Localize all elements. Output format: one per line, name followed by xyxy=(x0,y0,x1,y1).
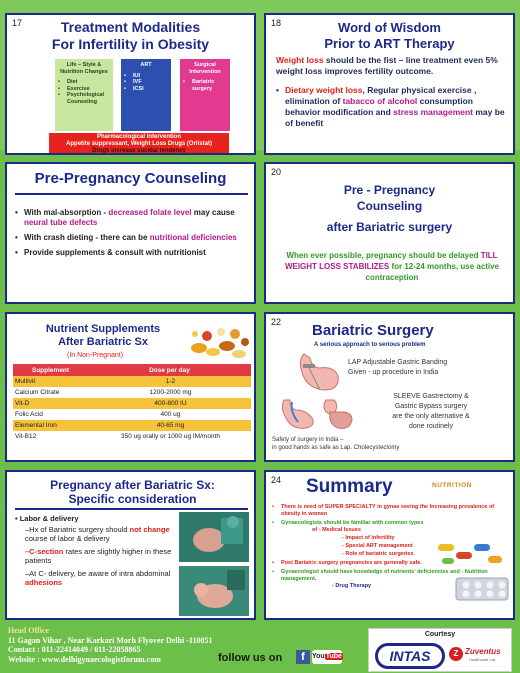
pills-image xyxy=(187,318,253,362)
divider xyxy=(15,193,248,195)
card-title: Pregnancy after Bariatric Sx: Specific consideration xyxy=(50,478,215,506)
card-title: Treatment Modalities For Infertility in Obesity xyxy=(51,19,210,52)
pharmacological-box: Pharmacological Intervention Appetite suppressant, Weight Loss Drugs (Orlistat) Drugs increase sucidal tendency xyxy=(49,133,229,155)
medical-issues-list: - Impact of infertility - Special ART management - Role of bariatric surgeries xyxy=(342,535,414,557)
lifestyle-box: Life – Style & Nutrition Changes • Diet • Exercise • Psychological Counseling xyxy=(55,59,113,131)
zuventus-icon: Z xyxy=(449,647,463,661)
card-pregnancy-after-bariatric xyxy=(5,470,256,620)
nutrition-logo: NUTRITION xyxy=(432,482,472,489)
card-body: When ever possible, pregnancy should be delayed TILL WEIGHT LOSS STABILIZES for 12-24 months, use active contraception xyxy=(284,251,500,282)
courtesy-box: Courtesy INTAS Z Zuventus Healthcare Ltd. xyxy=(368,628,512,672)
card-subtitle: A serious approach to serious problem xyxy=(314,342,426,348)
office-details: Head Office 11 Gagan Vihar , Near Karkari Morh Flyover Delhi -110051 Contact : 011-22414049 / 011-22058865 Website : www.delhigynaecologistforum.com xyxy=(8,626,213,664)
slide-number: 20 xyxy=(271,167,282,177)
intas-logo: INTAS xyxy=(375,643,445,669)
section-label: • Labor & delivery xyxy=(15,514,79,523)
card-word-of-wisdom xyxy=(264,13,515,155)
divider xyxy=(15,508,248,510)
table-row: Vit-B12 350 ug orally or 1000 ug IM/month xyxy=(13,431,251,442)
card-title: Summary xyxy=(306,476,393,497)
safety-text: Safety of surgery in India – in good hands as safe as Lap. Cholecystectomy xyxy=(272,437,400,451)
card-body: Weight loss should be the fist – line treatment even 5% weight loss improves fertility outcome. • Dietary weight loss, Regular physical exercise , elimination of tabacco of alcohol consumption behavior modification and stress management may be of benefit xyxy=(276,55,508,129)
table-row: Multivit 1-2 xyxy=(13,376,251,387)
summary-list: • There is need of SUPER SPECIALTY in gynae seeing the Increasing prevalence of obesity in women • Gynaecologists should be familiar with common types of - Medical Issues - Impact of infertility - Special ART management - Role of bariatric surgeries • Post Bariatric surgery pregnancies are generally safe. • Gynaecologist should have knowledge of nutrients' deficiencies and - Nutrition management. - Drug Therapy xyxy=(272,504,506,590)
card-pre-pregnancy-after-surgery xyxy=(264,162,515,304)
labor-delivery-list: –Hx of Bariatric surgery should not change course of labor & delivery –C-section rates are slightly higher in these patients –At C- delivery, be aware of intra abdominal adhesions xyxy=(25,525,172,587)
surgical-box: Surgical Intervention • Bariatric surgery xyxy=(180,59,230,131)
slide-number: 24 xyxy=(271,475,282,485)
card-title: Bariatric Surgery xyxy=(312,322,434,339)
art-box: ART • IUI • IVF • ICSI xyxy=(121,59,171,131)
slide-number: 18 xyxy=(271,18,282,28)
card-title: Nutrient Supplements After Bariatric Sx xyxy=(45,323,161,348)
slide-number: 17 xyxy=(12,18,23,28)
footer xyxy=(0,624,520,673)
gastric-banding-text: LAP Adjustable Gastric Banding Given - up procedure in India xyxy=(348,359,448,376)
follow-label: follow us on xyxy=(218,652,283,664)
card-bariatric-surgery xyxy=(264,312,515,462)
slide-number: 22 xyxy=(271,317,282,327)
blister-pack-image xyxy=(454,576,510,602)
table-row: Folic Acid 400 ug xyxy=(13,409,251,420)
table-row: Vit-D 400-800 IU xyxy=(13,398,251,409)
capsules-image xyxy=(434,538,506,568)
card-subtitle: after Bariatric surgery xyxy=(326,220,453,234)
website-link[interactable]: Website : www.delhigynaecologistforum.com xyxy=(8,654,161,664)
newborn-photo xyxy=(179,566,249,616)
zuventus-logo: Zuventus xyxy=(465,647,501,656)
card-nutrient-supplements xyxy=(5,312,256,462)
card-subtitle: (In Non-Pregnant) xyxy=(67,352,124,359)
card-title: Word of Wisdom Prior to ART Therapy xyxy=(324,20,455,51)
surgery-photo xyxy=(179,512,249,562)
table-row: Calcium Citrate 1200-2000 mg xyxy=(13,387,251,398)
table-row: Elemental Iron 40-65 mg xyxy=(13,420,251,431)
card-title: Pre - Pregnancy Counseling xyxy=(343,183,436,213)
sleeve-gastrectomy-text: SLEEVE Gastrectomy & Gastric Bypass surgery are the only alternative & done routinely xyxy=(392,393,470,430)
card-treatment-modalities xyxy=(5,13,256,155)
sleeve-bypass-image xyxy=(278,396,358,434)
zuventus-tagline: Healthcare Ltd. xyxy=(469,657,497,662)
card-pre-pregnancy-counseling: Pre-Pregnancy Counseling • With mal-absorption - decreased folate level may cause neural tube defects • With crash dieting - there can be nutritional deficiencies • Provide supplements & consult with nutritionist xyxy=(5,162,256,304)
supplement-table: Supplement Dose per day Multivit 1-2 Calcium Citrate 1200-2000 mg Vit-D 400-800 IU Folic Acid 400 ug Elemental Iron 40-65 mg Vit-B12 350 ug orally or 1000 ug IM/month xyxy=(13,364,251,442)
youtube-icon[interactable]: YouTube xyxy=(312,650,342,664)
gastric-band-image xyxy=(290,350,346,394)
card-summary xyxy=(264,470,515,620)
card-title: Pre-Pregnancy Counseling xyxy=(34,170,227,187)
facebook-icon[interactable]: f xyxy=(296,650,310,664)
